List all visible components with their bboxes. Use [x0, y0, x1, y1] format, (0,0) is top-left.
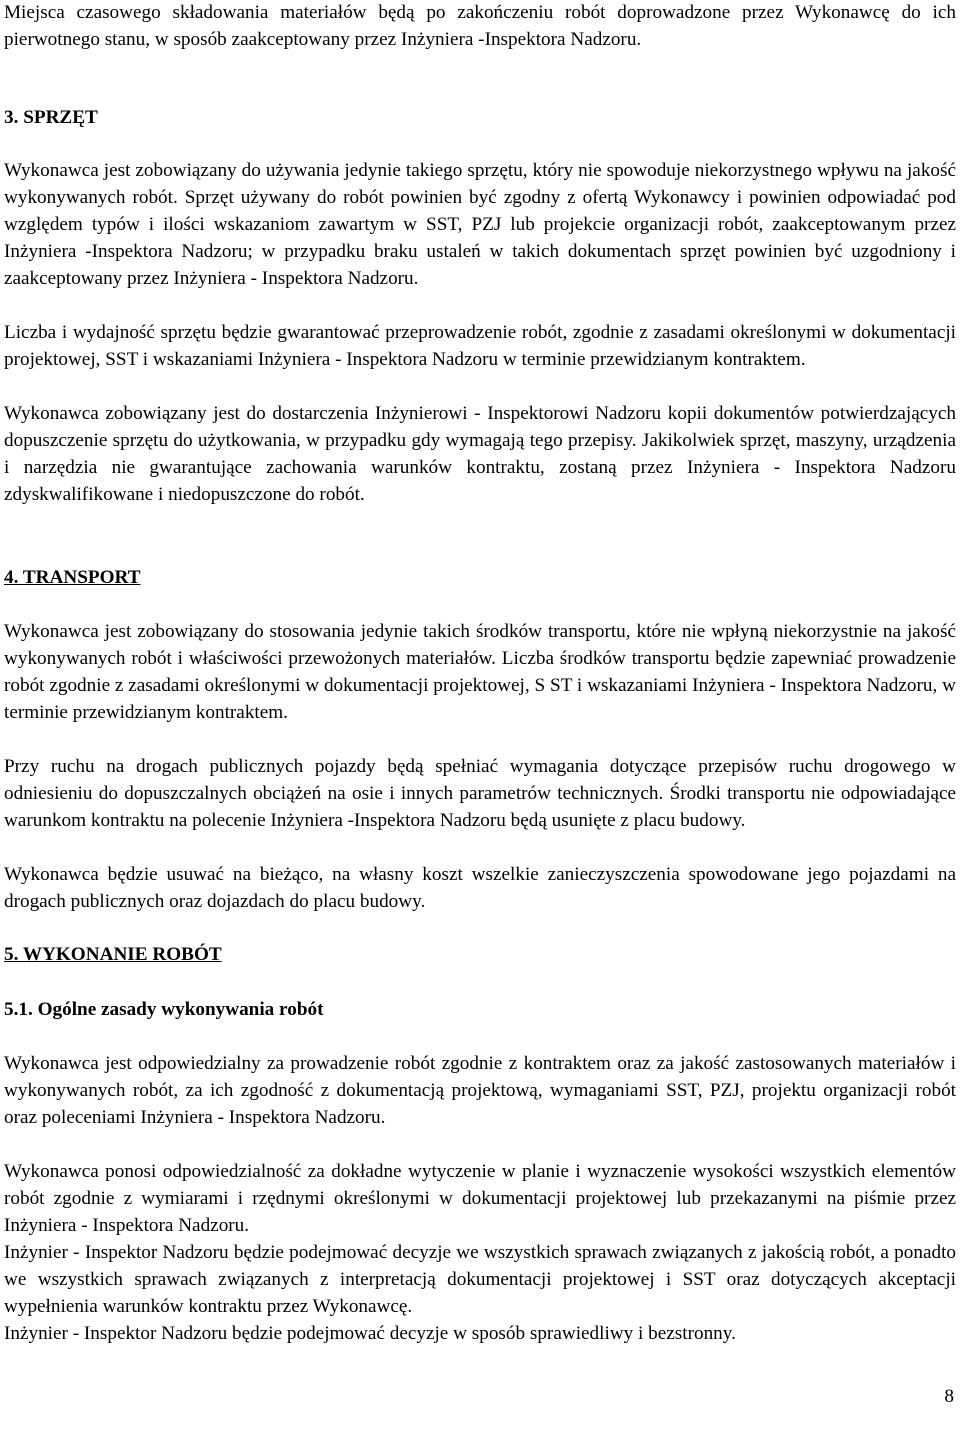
- section-4-paragraph-3: Wykonawca będzie usuwać na bieżąco, na własny koszt wszelkie zanieczyszczenia spowodowane jego pojazdami na drogach publicznych oraz dojazdach do placu budowy.: [4, 864, 956, 912]
- page-number: 8: [944, 1386, 954, 1407]
- section-3-heading: 3. SPRZĘT: [4, 107, 98, 128]
- section-4-paragraph-2: Przy ruchu na drogach publicznych pojazdy będą spełniać wymagania dotyczące przepisów ruchu drogowego w odniesieniu do dopuszczalnych obciążeń na osie i innych parametrów technicznych. Środki transportu nie odpowiadające warunkom kontraktu na polecenie Inżyniera -Inspektora Nadzoru będą usunięte z placu budowy.: [4, 756, 956, 831]
- section-4-paragraph-1: Wykonawca jest zobowiązany do stosowania jedynie takich środków transportu, które nie wpłyną niekorzystnie na jakość wykonywanych robót i właściwości przewożonych materiałów. Liczba środków transportu będzie zapewniać prowadzenie robót zgodnie z zasadami określonymi w dokumentacji projektowej, S ST i wskazaniami Inżyniera - Inspektora Nadzoru, w terminie przewidzianym kontraktem.: [4, 621, 956, 723]
- section-5-1-heading: 5.1. Ogólne zasady wykonywania robót: [4, 999, 324, 1020]
- section-5-paragraph-2: Wykonawca ponosi odpowiedzialność za dokładne wytyczenie w planie i wyznaczenie wysokości wszystkich elementów robót zgodnie z wymiarami i rzędnymi określonymi w dokumentacji projektowej lub przekazanymi na piśmie przez Inżyniera - Inspektora Nadzoru.: [4, 1161, 956, 1236]
- section-5-paragraph-1: Wykonawca jest odpowiedzialny za prowadzenie robót zgodnie z kontraktem oraz za jakość zastosowanych materiałów i wykonywanych robót, za ich zgodność z dokumentacją projektową, wymaganiami SST, PZJ, projektu organizacji robót oraz poleceniami Inżyniera - Inspektora Nadzoru.: [4, 1053, 956, 1128]
- intro-paragraph: Miejsca czasowego składowania materiałów będą po zakończeniu robót doprowadzone przez Wykonawcę do ich pierwotnego stanu, w sposób zaakceptowany przez Inżyniera -Inspektora Nadzoru.: [4, 2, 956, 50]
- section-3-paragraph-3: Wykonawca zobowiązany jest do dostarczenia Inżynierowi - Inspektorowi Nadzoru kopii dokumentów potwierdzających dopuszczenie sprzętu do użytkowania, w przypadku gdy wymagają tego przepisy. Jakikolwiek sprzęt, maszyny, urządzenia i narzędzia nie gwarantujące zachowania warunków kontraktu, zostaną przez Inżyniera - Inspektora Nadzoru zdyskwalifikowane i niedopuszczone do robót.: [4, 403, 956, 505]
- section-3-paragraph-2: Liczba i wydajność sprzętu będzie gwarantować przeprowadzenie robót, zgodnie z zasadami określonymi w dokumentacji projektowej, SST i wskazaniami Inżyniera - Inspektora Nadzoru w terminie przewidzianym kontraktem.: [4, 322, 956, 370]
- section-5-paragraph-4: Inżynier - Inspektor Nadzoru będzie podejmować decyzje w sposób sprawiedliwy i bezstronny.: [4, 1323, 736, 1344]
- section-3-paragraph-1: Wykonawca jest zobowiązany do używania jedynie takiego sprzętu, który nie spowoduje niekorzystnego wpływu na jakość wykonywanych robót. Sprzęt używany do robót powinien być zgodny z ofertą Wykonawcy i powinien odpowiadać pod względem typów i ilości wskazaniom zawartym w SST, PZJ lub projekcie organizacji robót, zaakceptowanym przez Inżyniera -Inspektora Nadzoru; w przypadku braku ustaleń w takich dokumentach sprzęt powinien być uzgodniony i zaakceptowany przez Inżyniera - Inspektora Nadzoru.: [4, 160, 956, 289]
- section-5-paragraph-3: Inżynier - Inspektor Nadzoru będzie podejmować decyzje we wszystkich sprawach związanych z jakością robót, a ponadto we wszystkich sprawach związanych z interpretacją dokumentacji projektowej i SST oraz dotyczących akceptacji wypełnienia warunków kontraktu przez Wykonawcę.: [4, 1242, 956, 1317]
- section-4-heading: 4. TRANSPORT: [4, 567, 141, 588]
- section-5-heading: 5. WYKONANIE ROBÓT: [4, 944, 222, 965]
